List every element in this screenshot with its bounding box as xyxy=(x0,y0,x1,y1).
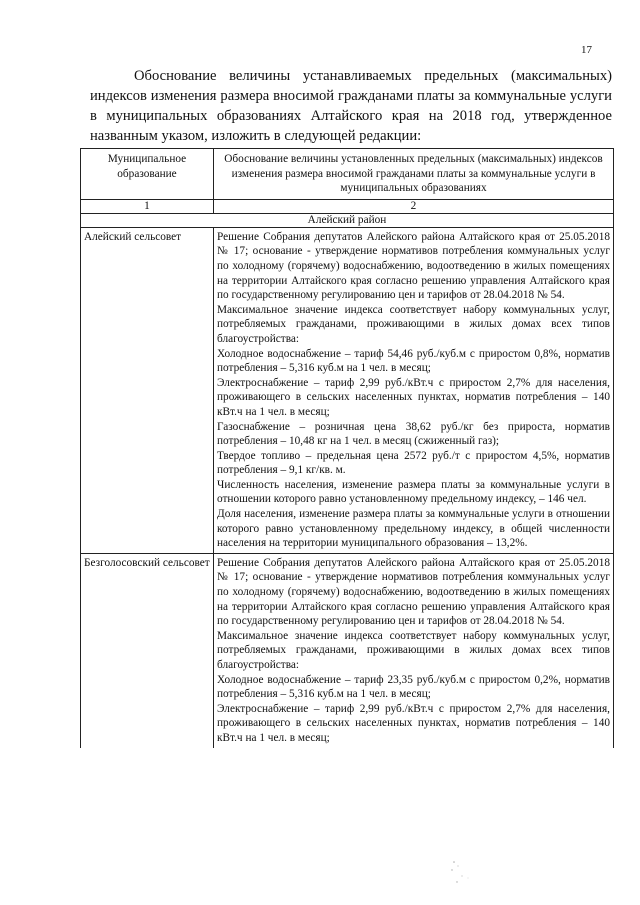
scan-speckle-icon xyxy=(448,858,488,888)
district-name: Алейский район xyxy=(81,213,614,227)
justification-paragraph: Решение Собрания депутатов Алейского района Алтайского края от 25.05.2018 № 17; основание - утверждение нормативов потребления коммунальных услуг по холодному (горячему) водоснабжению, водоотведению в жилых помещениях на территории Алтайского края согласно решению управления Алтайского края по государственному регулированию цен и тарифов от 28.04.2018 № 54. xyxy=(217,230,610,302)
justification-cell xyxy=(214,227,614,553)
municipality-name: Безголосовский сельсовет xyxy=(81,553,214,747)
table-header-row xyxy=(81,149,614,200)
column-number-row xyxy=(81,199,614,213)
district-row xyxy=(81,213,614,227)
column-number-1: 1 xyxy=(81,199,214,213)
page-number: 17 xyxy=(581,44,592,56)
justification-paragraph: Холодное водоснабжение – тариф 23,35 руб./куб.м с приростом 0,2%, норматив потребления – 5,316 куб.м на 1 чел. в месяц; xyxy=(217,673,610,701)
column-number-2: 2 xyxy=(214,199,614,213)
justification-paragraph: Газоснабжение – розничная цена 38,62 руб./кг без прироста, норматив потребления – 10,48 кг на 1 чел. в месяц (сжиженный газ); xyxy=(217,420,610,448)
justification-table xyxy=(80,148,614,748)
intro-paragraph xyxy=(90,66,612,146)
table-row xyxy=(81,227,614,553)
table-row xyxy=(81,553,614,747)
justification-paragraph: Холодное водоснабжение – тариф 54,46 руб./куб.м с приростом 0,8%, норматив потребления – 5,316 куб.м на 1 чел. в месяц; xyxy=(217,347,610,375)
intro-text: Обоснование величины устанавливаемых предельных (максимальных) индексов изменения размера вносимой гражданами платы за коммунальные услуги в муниципальных образованиях Алтайского края на 2018 год, утвержденное названным указом, изложить в следующей редакции: xyxy=(90,68,612,144)
header-justification: Обоснование величины установленных предельных (максимальных) индексов изменения размера вносимой гражданами платы за коммунальные услуги в муниципальных образованиях xyxy=(214,149,614,200)
justification-paragraph: Электроснабжение – тариф 2,99 руб./кВт.ч с приростом 2,7% для населения, проживающего в сельских населенных пунктах, норматив потребления – 140 кВт.ч на 1 чел. в месяц; xyxy=(217,702,610,744)
justification-paragraph: Максимальное значение индекса соответствует набору коммунальных услуг, потребляемых гражданами, проживающими в жилых домах всех типов благоустройства: xyxy=(217,629,610,671)
justification-paragraph: Решение Собрания депутатов Алейского района Алтайского края от 25.05.2018 № 17; основание - утверждение нормативов потребления коммунальных услуг по холодному (горячему) водоснабжению, водоотведению в жилых помещениях на территории Алтайского края согласно решению управления Алтайского края по государственному регулированию цен и тарифов от 28.04.2018 № 54. xyxy=(217,556,610,628)
municipality-name: Алейский сельсовет xyxy=(81,227,214,553)
justification-paragraph: Твердое топливо – предельная цена 2572 руб./т с приростом 4,5%, норматив потребления – 9,1 кг/кв. м. xyxy=(217,449,610,477)
scan-noise xyxy=(448,858,488,888)
justification-paragraph: Численность населения, изменение размера платы за коммунальные услуги в отношении которого равно установленному предельному индексу, – 146 чел. xyxy=(217,478,610,506)
justification-paragraph: Электроснабжение – тариф 2,99 руб./кВт.ч с приростом 2,7% для населения, проживающего в сельских населенных пунктах, норматив потребления – 140 кВт.ч на 1 чел. в месяц; xyxy=(217,376,610,418)
header-municipality: Муниципальное образование xyxy=(81,149,214,200)
justification-cell xyxy=(214,553,614,747)
justification-paragraph: Максимальное значение индекса соответствует набору коммунальных услуг, потребляемых гражданами, проживающими в жилых домах всех типов благоустройства: xyxy=(217,303,610,345)
justification-paragraph: Доля населения, изменение размера платы за коммунальные услуги в отношении которого равно установленному предельному индексу, в общей численности населения на территории муниципального образования – 13,2%. xyxy=(217,508,610,550)
